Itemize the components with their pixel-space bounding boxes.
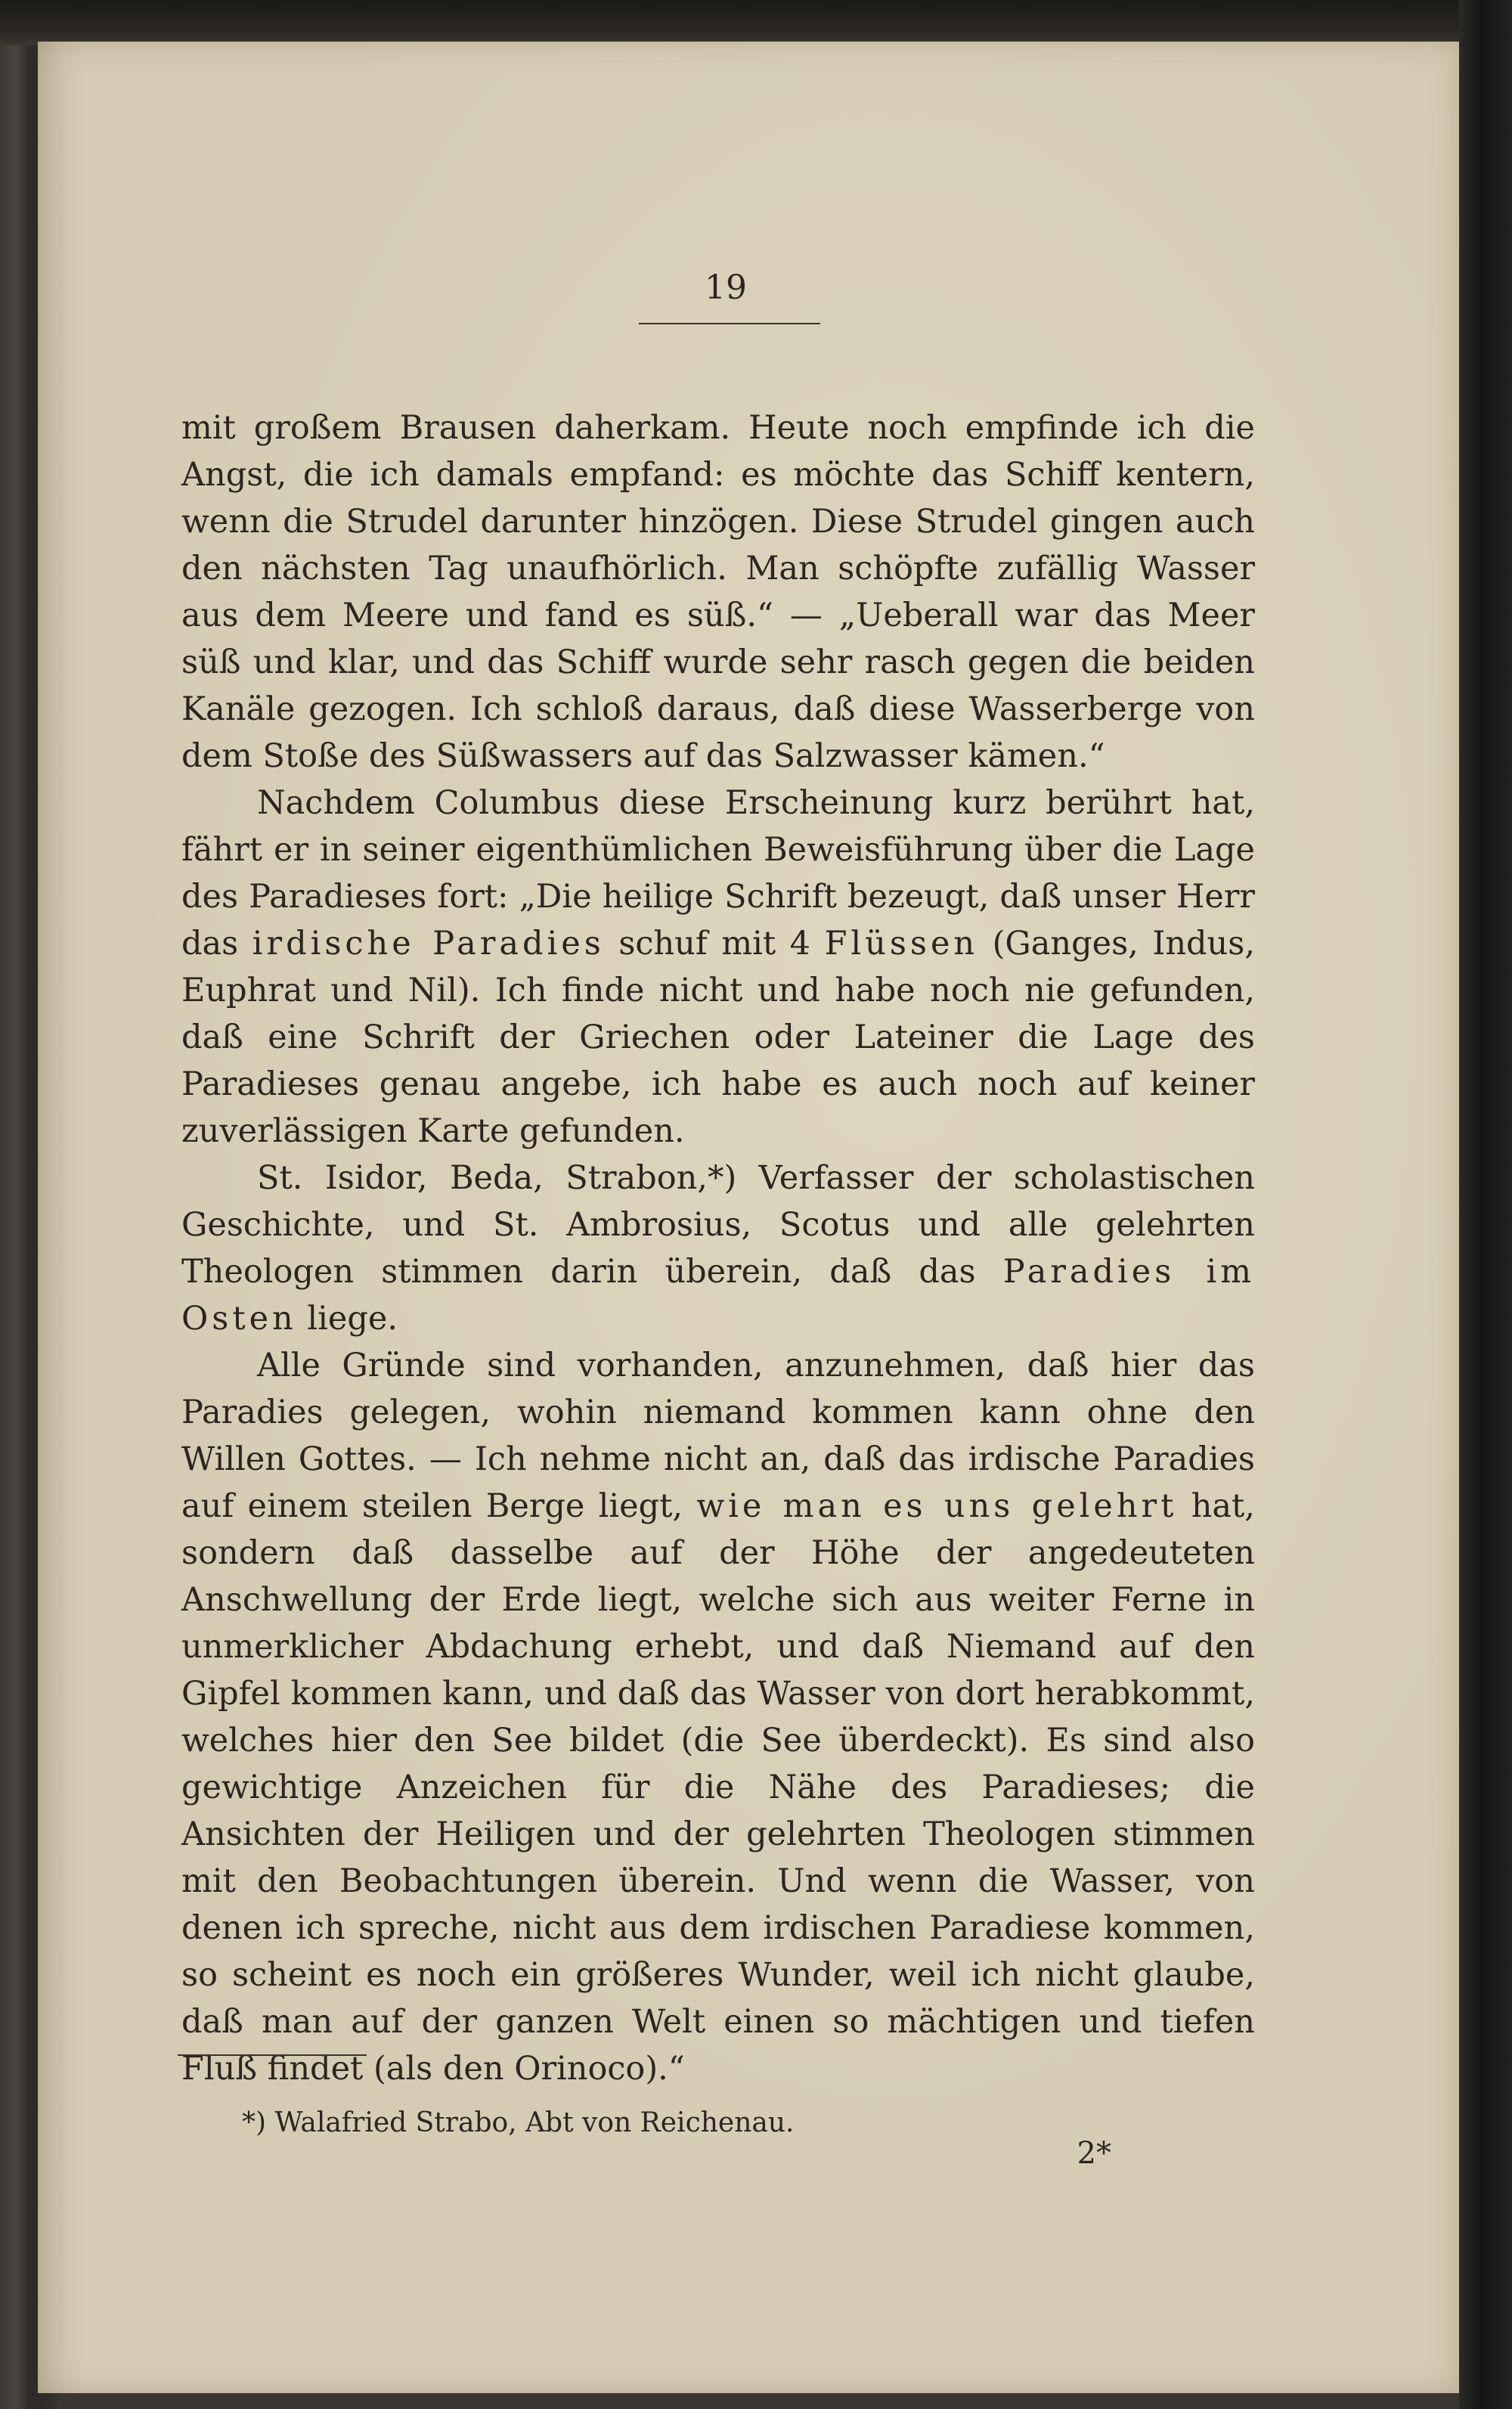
text-segment: St. Isidor, Beda, Strabon,*) Verfasser der scholastischen Geschichte, und St. Ambrosius, Scotus und alle gelehrten Theologen stimmen darin überein, daß das xyxy=(181,1159,1255,1291)
emphasized-spaced-text: wie man es uns gelehrt xyxy=(696,1487,1178,1525)
footnote-rule xyxy=(178,2054,367,2056)
text-segment: (Ganges, Indus, Euphrat und Nil). Ich finde nicht und habe noch nie gefunden, daß eine Schrift der Griechen oder Lateiner die Lage des Paradieses genau angebe, ich habe es auch noch auf keiner zuverlässigen Karte gefunden. xyxy=(181,925,1255,1150)
emphasized-spaced-text: irdische Paradies xyxy=(252,925,605,963)
paragraph xyxy=(181,405,1255,780)
footnote: *) Walafried Strabo, Abt von Reichenau. xyxy=(242,2107,795,2138)
paragraph xyxy=(181,1342,1255,2092)
paragraph xyxy=(181,1155,1255,1342)
text-segment: hat, sondern daß dasselbe auf der Höhe der angedeuteten Anschwellung der Erde liegt, welche sich aus weiter Ferne in unmerklicher Abdachung erhebt, und daß Niemand auf den Gipfel kommen kann, und daß das Wasser von dort herabkommt, welches hier den See bildet (die See überdeckt). Es sind also gewichtige Anzeichen für die Nähe des Paradieses; die Ansichten der Heiligen und der gelehrten Theologen stimmen mit den Beobachtungen überein. Und wenn die Wasser, von denen ich spreche, nicht aus dem irdischen Paradiese kommen, so scheint es noch ein größeres Wunder, weil ich nicht glaube, daß man auf der ganzen Welt einen so mächtigen und tiefen Fluß findet (als den Orinoco).“ xyxy=(181,1487,1255,2088)
text-segment: Alle Gründe sind vorhanden, anzunehmen, daß hier das Paradies gelegen, wohin niemand kommen kann ohne den Willen Gottes. — Ich nehme nicht an, daß das irdische Paradies auf einem steilen Berge liegt, xyxy=(181,1347,1255,1525)
paragraph xyxy=(181,780,1255,1155)
page-number: 19 xyxy=(705,268,747,307)
page-sheet xyxy=(38,42,1459,2393)
emphasized-spaced-text: Paradies im Osten xyxy=(181,1253,1255,1338)
text-segment: Nachdem Columbus diese Erscheinung kurz berührt hat, fährt er in seiner eigenthümlichen Beweisführung über die Lage des Paradieses fort: „Die heilige Schrift bezeugt, daß unser Herr das xyxy=(181,784,1255,963)
text-segment: schuf mit 4 xyxy=(604,925,825,963)
body-text xyxy=(181,405,1255,2092)
emphasized-spaced-text: Flüssen xyxy=(824,925,979,963)
printer-signature: 2* xyxy=(1077,2136,1111,2171)
text-segment: mit großem Brausen daherkam. Heute noch empfinde ich die Angst, die ich damals empfand: es möchte das Schiff kentern, wenn die Strudel darunter hinzögen. Diese Strudel gingen auch den nächsten Tag unaufhörlich. Man schöpfte zufällig Wasser aus dem Meere und fand es süß.“ — „Ueberall war das Meer süß und klar, und das Schiff wurde sehr rasch gegen die beiden Kanäle gezogen. Ich schloß daraus, daß diese Wasserberge von dem Stoße des Süßwassers auf das Salzwasser kämen.“ xyxy=(181,409,1255,775)
header-rule xyxy=(639,323,820,324)
text-segment: liege. xyxy=(296,1300,398,1338)
